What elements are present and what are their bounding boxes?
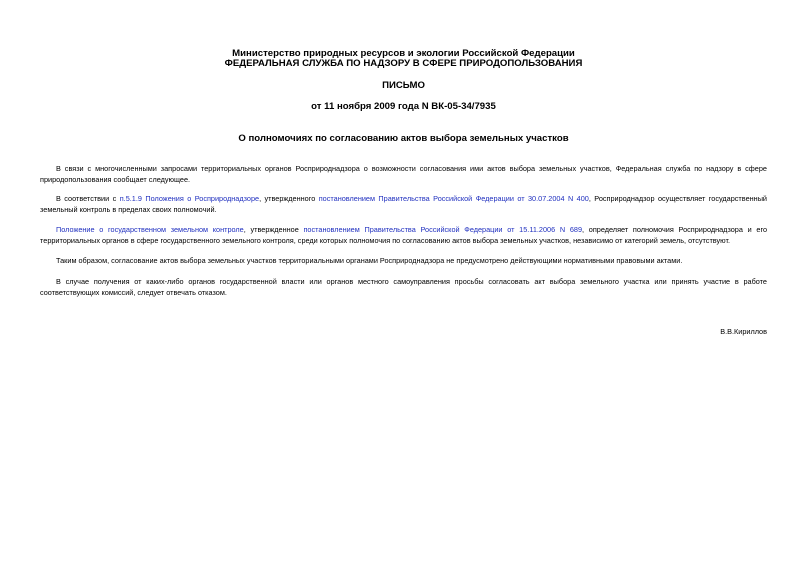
ministry-name: Министерство природных ресурсов и экологии Российской Федерации	[232, 48, 575, 59]
paragraph-2-text-a: В соответствии с	[56, 194, 120, 203]
paragraph-4: Таким образом, согласование актов выбора земельных участков территориальными органами Росприроднадзора не предусмотрено действующими нормативными правовыми актами.	[56, 256, 683, 265]
paragraph-2	[40, 193, 767, 215]
paragraph-2-text-c: , Росприроднадзор осуществляет государственный земельный контроль в пределах своих полномочий.	[40, 194, 768, 214]
link-resolution-689[interactable]: постановлением Правительства Российской Федерации от 15.11.2006 N 689	[303, 225, 583, 234]
document-title: О полномочиях по согласованию актов выбора земельных участков	[238, 133, 569, 144]
link-resolution-400[interactable]: постановлением Правительства Российской Федерации от 30.07.2004 N 400	[318, 194, 589, 203]
service-name: ФЕДЕРАЛЬНАЯ СЛУЖБА ПО НАДЗОРУ В СФЕРЕ ПРИРОДОПОЛЬЗОВАНИЯ	[224, 58, 583, 69]
document-date-number: от 11 ноября 2009 года N ВК-05-34/7935	[311, 101, 496, 112]
link-regulation-land-control[interactable]: Положение о государственном земельном контроле	[56, 225, 244, 234]
paragraph-5: В случае получения от каких-либо органов государственной власти или органов местного самоуправления просьбы согласовать акт выбора земельного участка или принять участие в работе соответствующих комиссий, следует отвечать отказом.	[40, 277, 767, 297]
paragraph-2-text-b: , утвержденного	[259, 194, 319, 203]
document-type: ПИСЬМО	[382, 80, 425, 91]
paragraph-3-text-a: , утвержденное	[243, 225, 304, 234]
paragraph-1: В связи с многочисленными запросами территориальных органов Росприроднадзора о возможности согласования ими актов выбора земельных участков, Федеральная служба по надзору в сфере природопользования сообщает следующее.	[40, 164, 767, 184]
signature: В.В.Кириллов	[720, 327, 767, 336]
paragraph-3-text-b: , определяет полномочия Росприроднадзора и его территориальных органов в сфере государственного земельного контроля, среди которых полномочия по согласованию актов выбора земельных участков, независимо от категорий земель, отсутствуют.	[40, 225, 768, 245]
link-regulation-rosprirodnadzor[interactable]: п.5.1.9 Положения о Росприроднадзоре	[119, 194, 260, 203]
paragraph-3	[40, 224, 767, 246]
